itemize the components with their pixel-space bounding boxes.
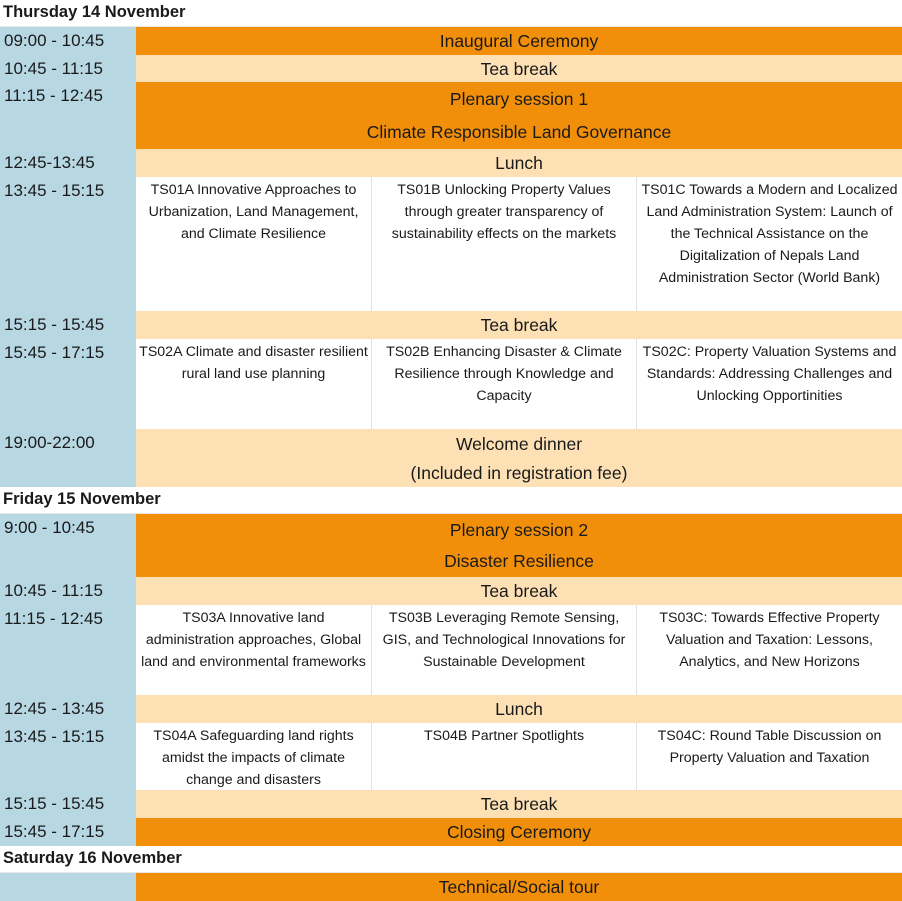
time-cell [0, 82, 136, 149]
parallel-session-b [372, 339, 636, 429]
session-band [136, 311, 902, 339]
band-text: Climate Responsible Land Governance [366, 122, 672, 143]
band-text: Tea break [480, 59, 558, 79]
session-band [136, 82, 902, 149]
band-text: Lunch [495, 699, 543, 719]
time-cell [0, 27, 136, 55]
time-cell [0, 723, 136, 790]
day-header [0, 487, 902, 514]
parallel-session-b [372, 177, 636, 311]
session-band [136, 429, 902, 487]
band-text: Welcome dinner [455, 433, 583, 454]
parallel-session-b [372, 723, 636, 790]
time-label: 11:15 - 12:45 [4, 86, 103, 105]
band-text: Technical/Social tour [438, 877, 600, 897]
band-text: Closing Ceremony [447, 822, 591, 842]
time-label: 11:15 - 12:45 [4, 609, 103, 628]
session-title: TS03C: Towards Effective Property Valuation and Taxation: Lessons, Analytics, and New Horizons [659, 610, 880, 670]
time-cell [0, 177, 136, 311]
parallel-session-b [372, 605, 636, 695]
day-header [0, 0, 902, 27]
time-label: 15:15 - 15:45 [4, 794, 105, 813]
time-cell [0, 818, 136, 846]
time-label: 19:00-22:00 [4, 433, 95, 452]
session-band [136, 149, 902, 177]
time-cell [0, 873, 136, 901]
time-cell [0, 149, 136, 177]
time-cell [0, 605, 136, 695]
session-band [136, 55, 902, 82]
parallel-session-a [136, 339, 371, 429]
session-title: TS04B Partner Spotlights [423, 728, 585, 744]
band-text: Lunch [495, 153, 543, 173]
time-label: 10:45 - 11:15 [4, 59, 103, 78]
band-text: Tea break [480, 581, 558, 601]
parallel-session-c [637, 339, 902, 429]
time-cell [0, 311, 136, 339]
day-label: Thursday 14 November [3, 3, 186, 21]
day-label: Friday 15 November [3, 490, 161, 508]
band-text: Disaster Resilience [444, 551, 594, 572]
session-title: TS02B Enhancing Disaster & Climate Resilience through Knowledge and Capacity [386, 344, 622, 404]
band-text: Plenary session 2 [449, 519, 589, 540]
time-cell [0, 790, 136, 818]
session-band [136, 873, 902, 901]
session-band [136, 790, 902, 818]
band-text: Tea break [480, 794, 558, 814]
time-label: 15:45 - 17:15 [4, 343, 105, 362]
session-title: TS02A Climate and disaster resilient rural land use planning [139, 344, 368, 382]
time-label: 12:45-13:45 [4, 153, 95, 172]
session-band [136, 695, 902, 723]
session-title: TS01B Unlocking Property Values through greater transparency of sustainability effects on the markets [391, 182, 617, 242]
time-label: 09:00 - 10:45 [4, 31, 105, 50]
session-title: TS04A Safeguarding land rights amidst the impacts of climate change and disasters [153, 728, 354, 788]
parallel-session-a [136, 177, 371, 311]
day-header [0, 846, 902, 873]
time-label: 15:15 - 15:45 [4, 315, 105, 334]
session-title: TS03A Innovative land administration approaches, Global land and environmental frameworks [141, 610, 366, 670]
time-cell [0, 339, 136, 429]
time-cell [0, 577, 136, 605]
parallel-session-c [637, 723, 902, 790]
session-title: TS01C Towards a Modern and Localized Land Administration System: Launch of the Technical Assistance on the Digitalization of Nepals Land Administration Sector (World Bank) [641, 182, 898, 286]
band-text: Plenary session 1 [449, 88, 589, 109]
time-cell [0, 695, 136, 723]
time-label: 13:45 - 15:15 [4, 727, 105, 746]
time-label: 15:45 - 17:15 [4, 822, 105, 841]
session-band [136, 577, 902, 605]
session-title: TS01A Innovative Approaches to Urbanization, Land Management, and Climate Resilience [148, 182, 359, 242]
session-title: TS03B Leveraging Remote Sensing, GIS, and Technological Innovations for Sustainable Development [382, 610, 626, 670]
parallel-session-a [136, 605, 371, 695]
time-label: 10:45 - 11:15 [4, 581, 103, 600]
time-cell [0, 55, 136, 82]
time-cell [0, 514, 136, 577]
session-title: TS02C: Property Valuation Systems and Standards: Addressing Challenges and Unlocking Opportinities [642, 344, 897, 404]
time-cell [0, 429, 136, 487]
time-label: 9:00 - 10:45 [4, 518, 95, 537]
time-label: 13:45 - 15:15 [4, 181, 105, 200]
session-title: TS04C: Round Table Discussion on Property Valuation and Taxation [657, 728, 882, 766]
parallel-session-c [637, 177, 902, 311]
band-text: Inaugural Ceremony [439, 31, 599, 51]
parallel-session-c [637, 605, 902, 695]
day-label: Saturday 16 November [3, 849, 182, 867]
session-band [136, 818, 902, 846]
session-band [136, 27, 902, 55]
time-label: 12:45 - 13:45 [4, 699, 105, 718]
session-band [136, 514, 902, 577]
band-text: (Included in registration fee) [410, 462, 628, 483]
band-text: Tea break [480, 315, 558, 335]
parallel-session-a [136, 723, 371, 790]
